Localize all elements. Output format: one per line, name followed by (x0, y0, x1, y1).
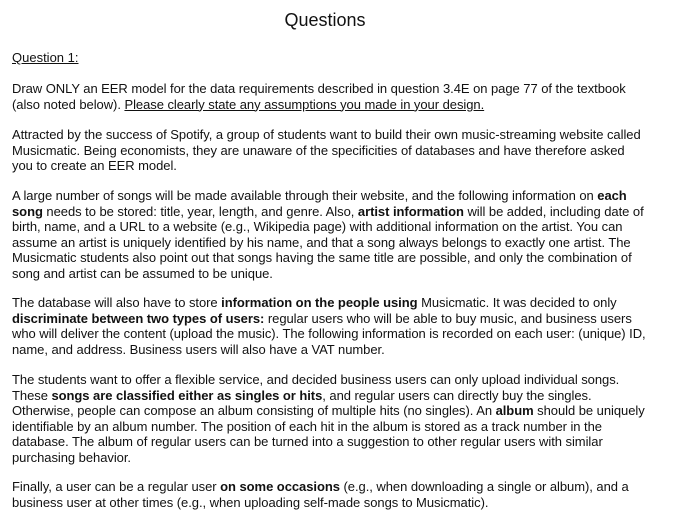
bold-user-types: discriminate between two types of users: (12, 310, 265, 326)
context-text: Attracted by the success of Spotify, a group of students want to build their own music-streaming website called Musicmatic. Being economists, they are unaware of the specificities of databases and have therefore asked you to create an EER model. (12, 127, 641, 173)
text-segment: The students want to offer a flexible service, and decided business users can only upload individual songs. These (12, 372, 620, 403)
question-instruction (12, 81, 646, 112)
page-title: Questions (284, 10, 366, 30)
text-segment: needs to be stored: title, year, length, and genre. Also, (42, 203, 358, 219)
bold-artist-information: artist information (357, 203, 464, 219)
assumptions-note: Please clearly state any assumptions you made in your design. (124, 96, 485, 112)
text-segment: regular users who will be able to buy music, and business users who will deliver the content (upload the music). The following information is recorded on each user: (unique) ID, name, and address. Business users will also have a VAT number. (12, 310, 646, 357)
text-segment: , and regular users can directly buy the singles. Otherwise, people can compose an album consisting of multiple hits (no singles). An (12, 387, 592, 418)
bold-people-info: information on the people using (221, 295, 418, 310)
instruction-text: Draw ONLY an EER model for the data requirements described in question 3.4E on page 77 of the textbook (also noted below). (12, 81, 626, 112)
bold-some-occasions: on some occasions (220, 479, 340, 494)
paragraph-roles (12, 479, 646, 510)
text-segment: Finally, a user can be a regular user (12, 479, 221, 494)
text-segment: will be added, including date of birth, name, and a URL to a website (e.g., Wikipedia page) with additional information on the artist. You can assume an artist is uniquely identified by his name, and that a song always belongs to exactly one artist. The Musicmatic students also point out that songs having the same title are possible, and only the combination of song and artist can be assumed to be unique. (12, 203, 644, 281)
bold-each-song: each song (12, 188, 627, 219)
bold-song-classification: songs are classified either as singles or hits (51, 387, 323, 403)
paragraph-users (12, 295, 646, 357)
paragraph-songs (12, 188, 646, 281)
bold-album: album (495, 403, 534, 418)
text-segment: A large number of songs will be made available through their website, and the following information on (12, 188, 598, 203)
text-segment: The database will also have to store (12, 295, 222, 310)
text-segment: should be uniquely identifiable by an album number. The position of each hit in the album is stored as a track number in the database. The album of regular users can be turned into a suggestion to other regular users with similar purchasing behavior. (12, 403, 645, 465)
text-segment: Musicmatic. It was decided to only (417, 295, 617, 310)
question-heading: Question 1: (12, 50, 79, 65)
paragraph-context (12, 127, 646, 174)
text-segment: (e.g., when downloading a single or album), and a business user at other times (e.g., when uploading self-made songs to Musicmatic). (12, 479, 629, 510)
paragraph-albums (12, 372, 646, 465)
